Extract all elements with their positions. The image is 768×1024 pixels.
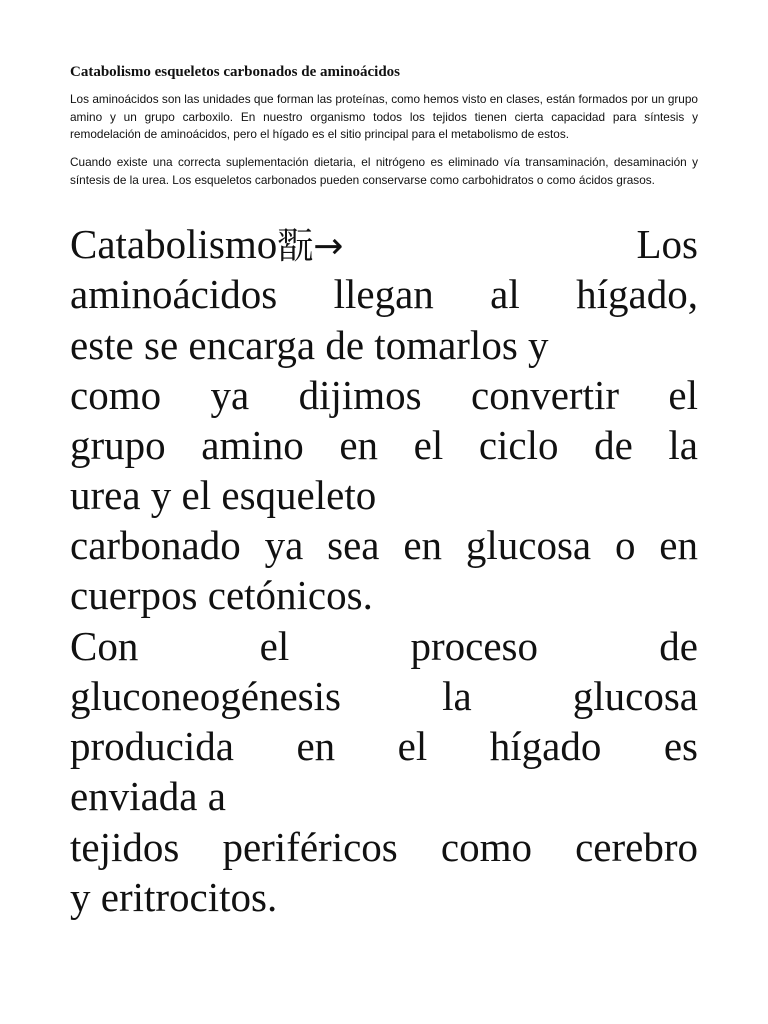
large-text-line-4: como ya dijimos convertir el: [70, 372, 698, 418]
catabolismo-word: Catabolismo: [70, 221, 278, 267]
large-text-line-14: y eritrocitos.: [70, 874, 278, 920]
large-text-line-2: aminoácidos llegan al hígado,: [70, 271, 698, 317]
large-text-line-1-end: Los: [636, 221, 698, 267]
large-text-line-6: urea y el esqueleto: [70, 472, 377, 518]
large-text-line-8: cuerpos cetónicos.: [70, 572, 373, 618]
supplementation-paragraph: Cuando existe una correcta suplementación dietaria, el nitrógeno es eliminado vía transaminación, desaminación y síntesis de la urea. Los esqueletos carbonados pueden conservarse como carbohidratos o como ácidos grasos.: [70, 155, 698, 187]
large-text-line-13: tejidos periféricos como cerebro: [70, 824, 698, 870]
large-text-line-9: Con el proceso de: [70, 623, 698, 669]
large-text-line-12: enviada a: [70, 773, 226, 819]
large-text-line-1-start: [70, 221, 343, 267]
large-text-line-7: carbonado ya sea en glucosa o en: [70, 522, 698, 568]
large-text-line-10: gluconeogénesis la glucosa: [70, 673, 698, 719]
large-text-line-1: [70, 219, 698, 269]
glyph-arrow-symbol: 翫→: [277, 226, 344, 267]
document-heading: Catabolismo esqueletos carbonados de aminoácidos: [70, 64, 401, 80]
large-text-line-3: este se encarga de tomarlos y: [70, 322, 549, 368]
large-text-line-5: grupo amino en el ciclo de la: [70, 422, 698, 468]
intro-paragraph: Los aminoácidos son las unidades que forman las proteínas, como hemos visto en clases, están formados por un grupo amino y un grupo carboxilo. En nuestro organismo todos los tejidos tienen cierta capacidad para síntesis y remodelación de aminoácidos, pero el hígado es el sitio principal para el metabolismo de estos.: [70, 92, 698, 141]
large-text-line-11: producida en el hígado es: [70, 723, 698, 769]
